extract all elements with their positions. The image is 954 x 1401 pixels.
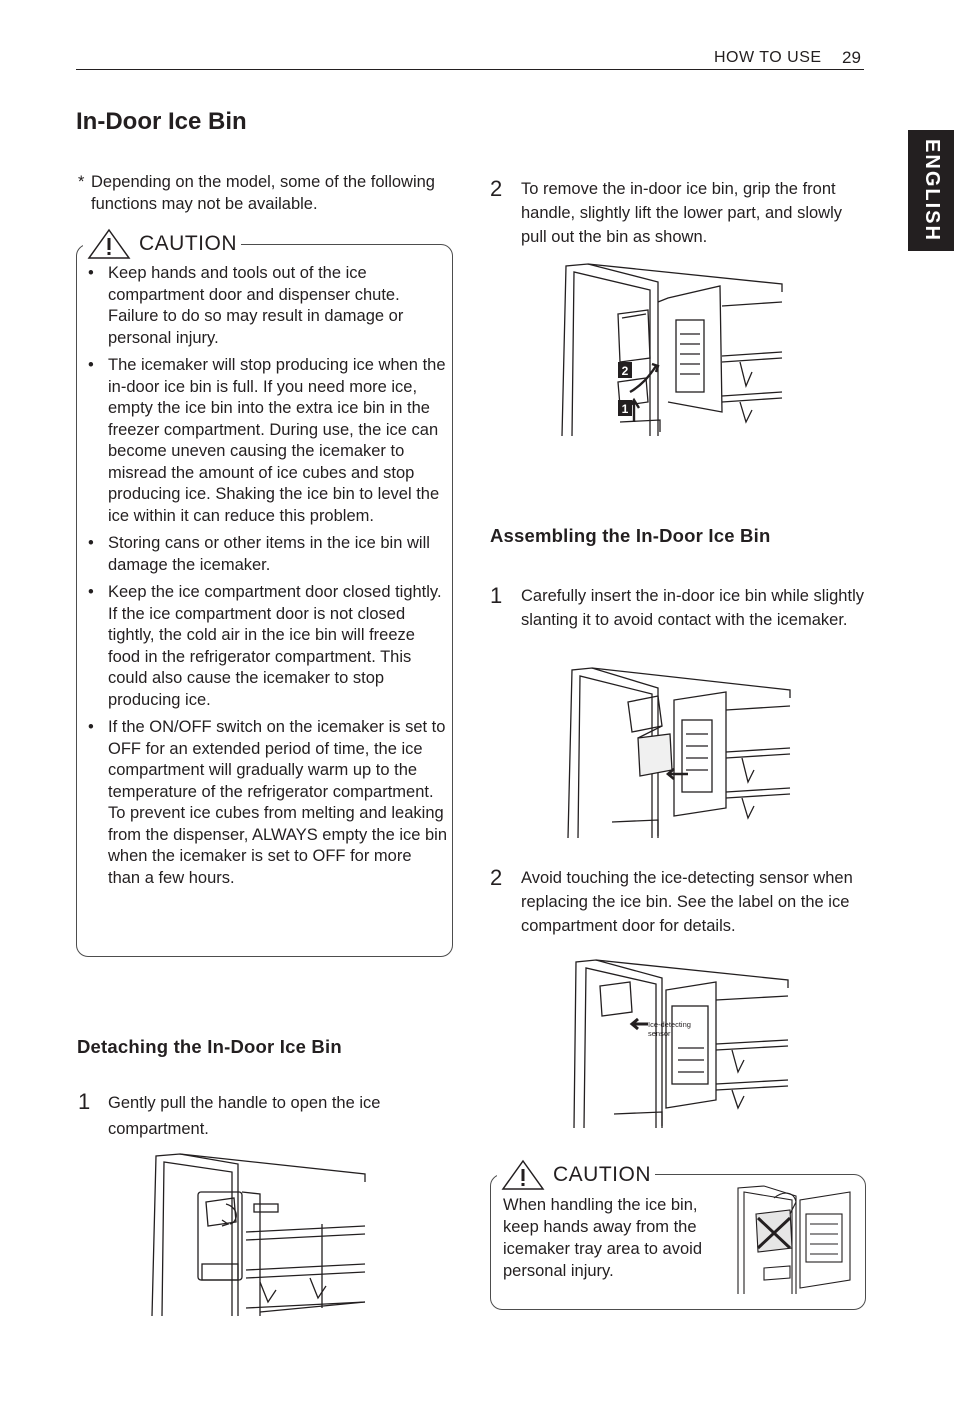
language-tab-label: ENGLISH (920, 139, 943, 242)
fridge-illustration-open-compartment (150, 1152, 370, 1316)
caution-small-text: When handling the ice bin, keep hands away from the icemaker tray area to avoid personal injury. (503, 1196, 703, 1280)
caution-label-main: CAUTION (139, 232, 237, 255)
fridge-illustration-remove-bin (560, 262, 786, 436)
caution-item: • If the ON/OFF switch on the icemaker is set to OFF for an extended period of time, the ice compartment will gradually warm up to the temperature of the refrigerator compartment. To prevent ice cubes from melting and leaking from the dispenser, ALWAYS empty the ice bin when the icemaker is set to OFF for more than a few hours. (88, 717, 448, 889)
figure-mark-2: 2 (621, 364, 629, 378)
header-rule (76, 69, 864, 70)
note-marker: * (78, 173, 85, 191)
availability-note (78, 172, 438, 215)
detach-step2-number: 2 (490, 176, 503, 201)
page-title: In-Door Ice Bin (76, 108, 247, 135)
caution-item: • Storing cans or other items in the ice bin will damage the icemaker. (88, 533, 448, 576)
warning-triangle-icon (87, 228, 131, 260)
caution-item: • Keep the ice compartment door closed tightly. If the ice compartment door is not closed tightly, the cold air in the ice bin will freeze food in the refrigerator compartment. This could also cause the icemaker to stop producing ice. (88, 582, 448, 711)
warning-triangle-icon (501, 1159, 545, 1191)
caution-label-small: CAUTION (553, 1163, 651, 1186)
caution-item: • Keep hands and tools out of the ice compartment door and dispenser chute. Failure to do so may result in damage or personal injury. (88, 263, 448, 349)
assemble-step2-text: Avoid touching the ice-detecting sensor when replacing the ice bin. See the label on the ice compartment door for details. (521, 869, 853, 935)
detach-step1-number: 1 (78, 1089, 91, 1114)
header-section-label: HOW TO USE (714, 49, 822, 66)
sensor-label-line2: sensor (648, 1029, 671, 1038)
fridge-illustration-insert-bin (566, 666, 792, 838)
assembling-heading: Assembling the In-Door Ice Bin (490, 525, 771, 546)
detach-step2-text: To remove the in-door ice bin, grip the front handle, slightly lift the lower part, and slowly pull out the bin as shown. (521, 180, 842, 246)
fridge-illustration-ice-sensor (566, 956, 792, 1128)
caution-list (88, 263, 448, 895)
caution-header-main (83, 228, 241, 260)
assemble-step1-text: Carefully insert the in-door ice bin while slightly slanting it to avoid contact with the icemaker. (521, 587, 864, 629)
note-text: Depending on the model, some of the following functions may not be available. (91, 173, 435, 213)
assemble-step1-number: 1 (490, 583, 503, 608)
detach-step1-text: Gently pull the handle to open the ice compartment. (108, 1094, 381, 1138)
assemble-step2-number: 2 (490, 865, 503, 890)
caution-item: • The icemaker will stop producing ice when the in-door ice bin is full. If you need more ice, empty the ice bin into the extra ice bin in the freezer compartment. During use, the ice can become uneven causing the icemaker to misread the amount of ice cubes and stop producing ice. Shaking the ice bin to level the ice within it can reduce this problem. (88, 355, 448, 527)
language-tab (908, 130, 954, 251)
page-number: 29 (842, 48, 861, 67)
sensor-label-line1: Ice-detecting (648, 1020, 691, 1029)
caution-header-small (497, 1159, 655, 1191)
detaching-heading: Detaching the In-Door Ice Bin (77, 1036, 342, 1057)
figure-mark-1: 1 (621, 402, 629, 416)
fridge-illustration-hands-away (734, 1184, 854, 1294)
